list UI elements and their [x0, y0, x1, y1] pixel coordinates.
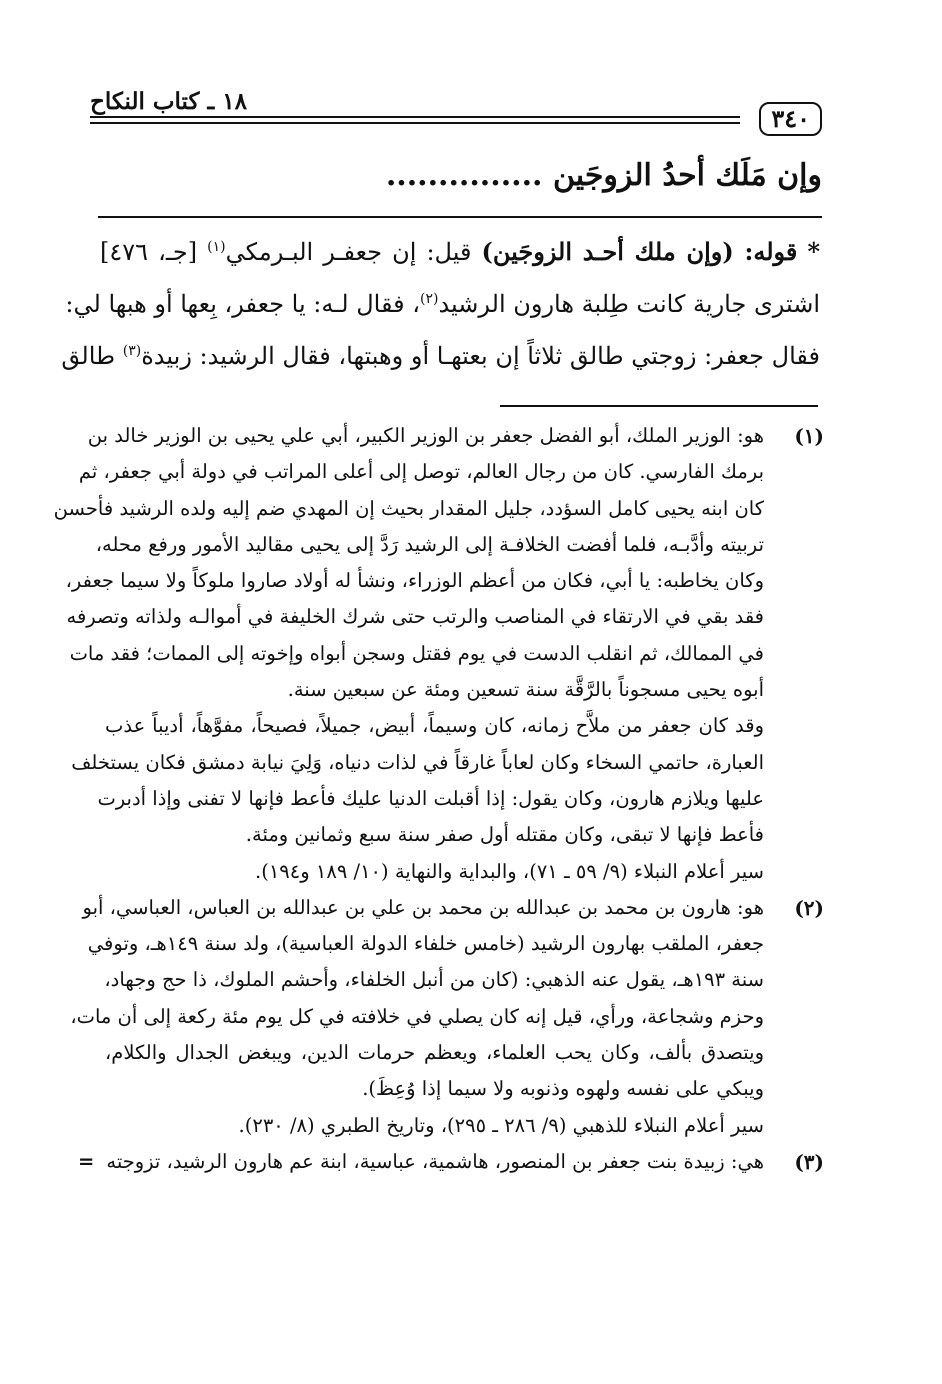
header-rule — [90, 116, 740, 118]
footnote-ref[interactable]: (٢) — [419, 291, 439, 307]
asterisk-mark-icon: * — [807, 237, 820, 266]
main-text — [61, 226, 820, 382]
footnote-separator — [500, 405, 818, 407]
main-line — [65, 278, 820, 330]
footnote-line: في الممالك، ثم انقلب الدست في يوم فقتل وسجن أبواه وإخوته إلى الممات؛ فقد مات — [69, 641, 764, 665]
main-text-span: طالق — [61, 342, 123, 370]
footnote-line: ويتصدق بألف، وكان يحب العلماء، ويعظم حرمات الدين، ويبغض الجدال والكلام، — [105, 1041, 764, 1065]
footnote-line: وحزم وشجاعة، ورأي، قيل إنه كان يصلي في خلافته في كل يوم مئة ركعة إلى أن مات، — [70, 1004, 764, 1028]
footnote-number: (١) — [794, 424, 824, 448]
main-text-span: فقال جعفر: زوجتي طالق ثلاثاً إن بعتهـا أو وهبتها، فقال الرشيد: زبيدة — [141, 342, 820, 370]
footnote-line: هو: الوزير الملك، أبو الفضل جعفر بن الوزير الكبير، أبي علي يحيى بن الوزير خالد بن — [87, 424, 764, 447]
footnote-line: جعفر، الملقب بهارون الرشيد (خامس خلفاء الدولة العباسية)، ولد سنة ١٤٩هـ، وتوفي — [87, 932, 764, 956]
footnote-line: العبارة، حاتمي السخاء وكان لعاباً غارقاً في لذات دنياه، وَلِيَ نيابة دمشق فكان يستخلف — [71, 750, 764, 774]
quote-lemma: قوله: (وإن ملك أحـد الزوجَين) — [481, 237, 798, 266]
footnote-3 — [78, 1144, 824, 1180]
section-heading — [95, 158, 822, 193]
footnote-line: فقد بقي في الارتقاء في المناصب والرتب حتى شرك الخليفة في أموالـه ولذاته وتصرفه — [66, 605, 764, 629]
footnote-line: عليها ويلازم هارون، وكان يقول: إذا أقبلت الدنيا عليك فأعط فإنها لا تفنى وإذا أدبرت — [97, 786, 764, 810]
main-text-span: قيل: إن جعفـر البـرمكي — [225, 238, 482, 266]
footnote-line: هو: هارون بن محمد بن عبدالله بن محمد بن علي بن عبدالله بن العباس، العباسي، أبو — [82, 895, 764, 919]
footnote-number: (٢) — [794, 895, 824, 920]
footnote-line: ويبكي على نفسه ولهوه وذنوبه ولا سيما إذا وُعِظَ). — [362, 1077, 764, 1101]
footnote-ref[interactable]: (١) — [207, 239, 226, 255]
main-line — [100, 226, 820, 278]
footnote-source: سير أعلام النبلاء (٩/ ٥٩ ـ ٧١)، والبداية والنهاية (١٠/ ١٨٩ و١٩٤). — [255, 859, 764, 883]
book-title: ١٨ ـ كتاب النكاح — [90, 88, 247, 115]
header-rule — [90, 122, 740, 124]
footnote-line — [78, 1144, 764, 1180]
section-rule — [98, 216, 822, 218]
main-text-span: اشترى جارية كانت طِلبة هارون الرشيد — [438, 290, 820, 318]
footnote-line: وقد كان جعفر من ملاَّح زمانه، كان وسيماً، أبيض، جميلاً، فصيحاً، مفوَّهاً، أديباً عذب — [105, 714, 764, 738]
footnote-line: فأعط فإنها لا تبقى، وكان مقتله أول صفر سنة سبع وثمانين ومئة. — [245, 823, 764, 847]
footnote-line: برمك الفارسي. كان من رجال العالم، توصل إلى أعلى المراتب في دولة أبي جعفر، ثم — [78, 460, 764, 484]
continuation-mark: = — [78, 1149, 95, 1173]
footnote-2 — [70, 890, 824, 1144]
page-reference: [جـ، ٤٧٦] — [100, 238, 208, 266]
footnote-source: سير أعلام النبلاء للذهبي (٩/ ٢٨٦ ـ ٢٩٥)، وتاريخ الطبري (٨/ ٢٣٠). — [238, 1113, 764, 1137]
heading-dots: ............... — [385, 158, 543, 193]
footnote-1 — [53, 418, 824, 890]
section-title: وإن مَلَك أحدُ الزوجَين — [552, 158, 822, 193]
footnote-number: (٣) — [794, 1149, 824, 1174]
footnote-line: كان ابنه يحيى كامل السؤدد، جليل المقدار بحيث إن المهدي ضم إليه ولده الرشيد فأحسن — [53, 496, 764, 520]
footnotes — [53, 418, 824, 1180]
main-text-span: ، فقال لـه: يا جعفر، بِعها أو هبها لي: — [65, 290, 420, 318]
footnote-line: تربيته وأدَّبـه، فلما أفضت الخلافـة إلى الرشيد رَدَّ إلى يحيى مقاليد الأمور ورفع محله، — [95, 532, 764, 556]
page-header — [90, 86, 822, 136]
footnote-line: أبوه يحيى مسجوناً بالرَّقَّة سنة تسعين ومئة عن سبعين سنة. — [287, 678, 764, 702]
main-line — [61, 330, 820, 382]
footnote-line-text: هي: زبيدة بنت جعفر بن المنصور، هاشمية، عباسية، ابنة عم هارون الرشيد، تزوجته — [106, 1149, 764, 1173]
footnote-ref[interactable]: (٣) — [122, 343, 142, 359]
page-number: ٣٤٠ — [759, 102, 822, 136]
footnote-line: وكان يخاطبه: يا أبي، فكان من أعظم الوزراء، ونشأ له أولاد صاروا ملوكاً ولا سيما جعفر، — [65, 569, 764, 593]
footnote-line: سنة ١٩٣هـ، يقول عنه الذهبي: (كان من أنبل الخلفاء، وأحشم الملوك، ذا حج وجهاد، — [104, 968, 764, 992]
